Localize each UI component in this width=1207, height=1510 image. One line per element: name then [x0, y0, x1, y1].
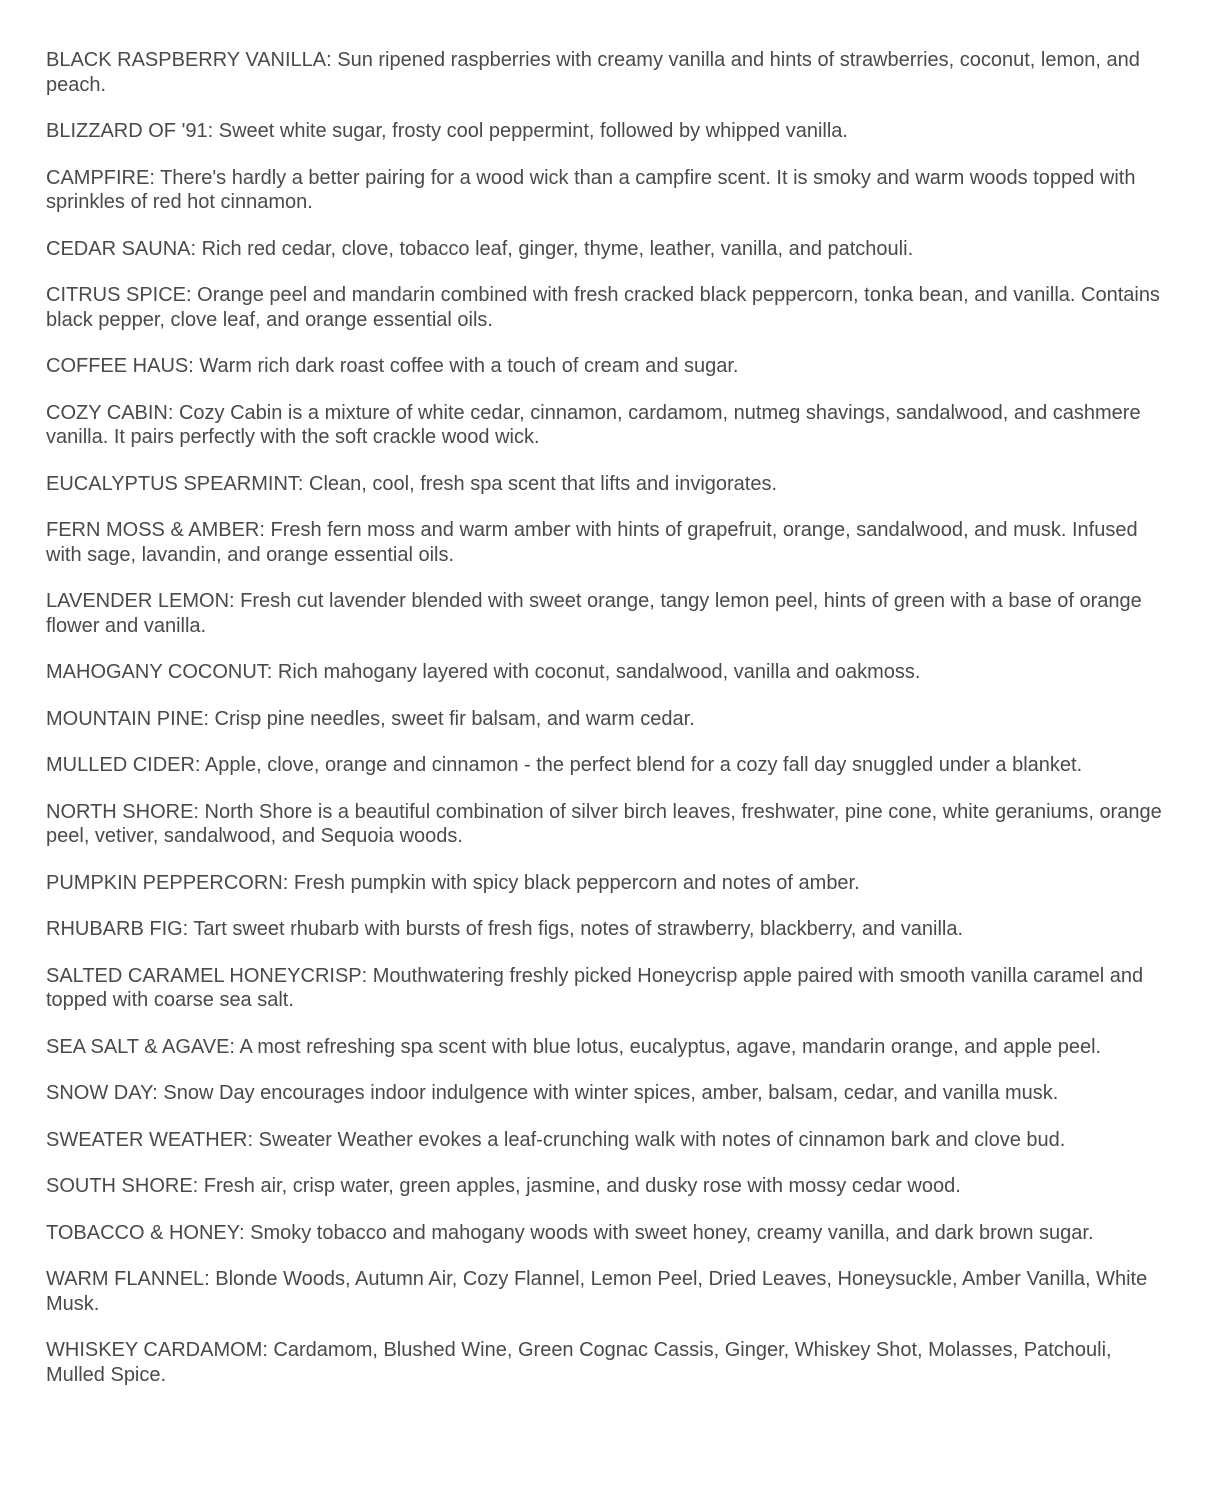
scent-entry-mountain-pine: MOUNTAIN PINE: Crisp pine needles, sweet fir balsam, and warm cedar. [46, 707, 695, 730]
scent-entry-eucalyptus-spearmint: EUCALYPTUS SPEARMINT: Clean, cool, fresh spa scent that lifts and invigorates. [46, 472, 778, 495]
scent-entry-cedar-sauna: CEDAR SAUNA: Rich red cedar, clove, tobacco leaf, ginger, thyme, leather, vanilla, and patchouli. [46, 237, 914, 260]
scent-entry-black-raspberry-vanilla: BLACK RASPBERRY VANILLA: Sun ripened raspberries with creamy vanilla and hints of strawberries, coconut, lemon, and peach. [46, 49, 1140, 96]
scent-entry-blizzard-of-91: BLIZZARD OF '91: Sweet white sugar, frosty cool peppermint, followed by whipped vanilla. [46, 120, 848, 142]
scent-entry-whiskey-cardamom: WHISKEY CARDAMOM: Cardamom, Blushed Wine, Green Cognac Cassis, Ginger, Whiskey Shot, Molasses, Patchouli, Mulled Spice. [46, 1339, 1112, 1386]
scent-entry-north-shore: NORTH SHORE: North Shore is a beautiful combination of silver birch leaves, freshwater, pine cone, white geraniums, orange peel, vetiver, sandalwood, and Sequoia woods. [46, 800, 1162, 847]
scent-entry-mahogany-coconut: MAHOGANY COCONUT: Rich mahogany layered with coconut, sandalwood, vanilla and oakmoss. [46, 661, 921, 683]
scent-entry-tobacco-honey: TOBACCO & HONEY: Smoky tobacco and mahogany woods with sweet honey, creamy vanilla, and dark brown sugar. [46, 1221, 1094, 1244]
scent-entry-lavender-lemon: LAVENDER LEMON: Fresh cut lavender blended with sweet orange, tangy lemon peel, hints of green with a base of orange flower and vanilla. [46, 590, 1142, 637]
scent-entry-south-shore: SOUTH SHORE: Fresh air, crisp water, green apples, jasmine, and dusky rose with mossy cedar wood. [46, 1175, 961, 1197]
scent-entry-cozy-cabin: COZY CABIN: Cozy Cabin is a mixture of white cedar, cinnamon, cardamom, nutmeg shavings, sandalwood, and cashmere vanilla. It pairs perfectly with the soft crackle wood wick. [46, 401, 1141, 448]
scent-entry-sweater-weather: SWEATER WEATHER: Sweater Weather evokes a leaf-crunching walk with notes of cinnamon bark and clove bud. [46, 1128, 1066, 1151]
scent-entry-citrus-spice: CITRUS SPICE: Orange peel and mandarin combined with fresh cracked black peppercorn, tonka bean, and vanilla. Contains black pepper, clove leaf, and orange essential oils. [46, 284, 1160, 331]
scent-entry-salted-caramel-honeycrisp: SALTED CARAMEL HONEYCRISP: Mouthwatering freshly picked Honeycrisp apple paired with smooth vanilla caramel and topped with coarse sea salt. [46, 964, 1144, 1011]
scent-entry-coffee-haus: COFFEE HAUS: Warm rich dark roast coffee with a touch of cream and sugar. [46, 355, 739, 377]
scent-entry-sea-salt-agave: SEA SALT & AGAVE: A most refreshing spa scent with blue lotus, eucalyptus, agave, mandarin orange, and apple peel. [46, 1035, 1102, 1058]
scent-entry-mulled-cider: MULLED CIDER: Apple, clove, orange and cinnamon - the perfect blend for a cozy fall day snuggled under a blanket. [46, 754, 1083, 776]
scent-entry-pumpkin-peppercorn: PUMPKIN PEPPERCORN: Fresh pumpkin with spicy black peppercorn and notes of amber. [46, 871, 860, 894]
scent-entry-rhubarb-fig: RHUBARB FIG: Tart sweet rhubarb with bursts of fresh figs, notes of strawberry, blackberry, and vanilla. [46, 918, 964, 940]
scent-entry-fern-moss-amber: FERN MOSS & AMBER: Fresh fern moss and warm amber with hints of grapefruit, orange, sandalwood, and musk. Infused with sage, lavandin, and orange essential oils. [46, 519, 1138, 566]
scent-entry-snow-day: SNOW DAY: Snow Day encourages indoor indulgence with winter spices, amber, balsam, cedar, and vanilla musk. [46, 1082, 1059, 1104]
scent-entry-campfire: CAMPFIRE: There's hardly a better pairing for a wood wick than a campfire scent. It is smoky and warm woods topped with sprinkles of red hot cinnamon. [46, 166, 1136, 213]
scent-entry-warm-flannel: WARM FLANNEL: Blonde Woods, Autumn Air, Cozy Flannel, Lemon Peel, Dried Leaves, Honeysuckle, Amber Vanilla, White Musk. [46, 1268, 1148, 1315]
scent-list [46, 48, 1166, 1409]
